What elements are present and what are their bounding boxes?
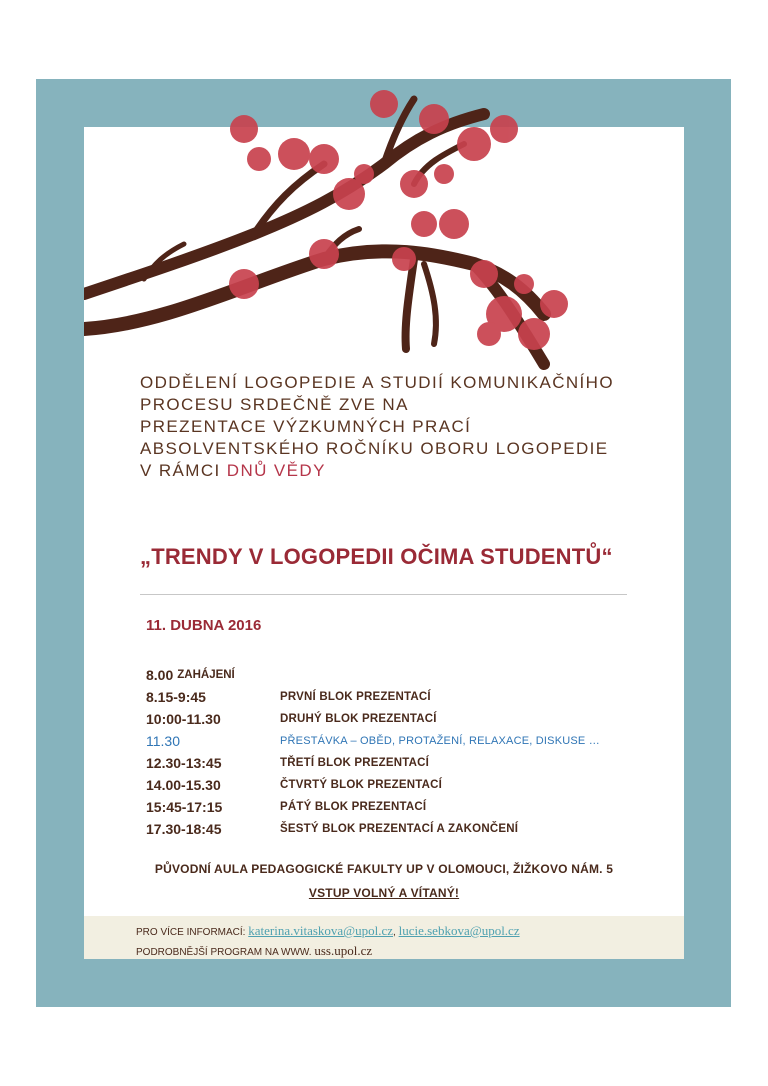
venue: PŮVODNÍ AULA PEDAGOGICKÉ FAKULTY UP V OLOMOUCI, ŽIŽKOVO NÁM. 5 xyxy=(154,862,614,876)
schedule-label: PRVNÍ BLOK PREZENTACÍ xyxy=(280,691,431,703)
schedule-row xyxy=(146,818,646,840)
schedule-label: ŠESTÝ BLOK PREZENTACÍ A ZAKONČENÍ xyxy=(280,823,519,835)
email-separator: , xyxy=(393,927,399,938)
schedule-time: 14.00-15.30 xyxy=(146,777,221,793)
schedule-row xyxy=(146,796,646,818)
schedule-time: 11.30 xyxy=(146,733,180,749)
schedule-label: PŘESTÁVKA – OBĚD, PROTAŽENÍ, RELAXACE, DISKUSE … xyxy=(280,735,600,747)
schedule-row-break xyxy=(146,730,646,752)
schedule-time: 15:45-17:15 xyxy=(146,799,223,815)
invitation-text xyxy=(140,372,660,482)
schedule-time: 8.00 xyxy=(146,667,174,683)
schedule-time: 10:00-11.30 xyxy=(146,711,221,727)
schedule-label: ZAHÁJENÍ xyxy=(177,669,235,681)
schedule-label: TŘETÍ BLOK PREZENTACÍ xyxy=(280,757,430,769)
schedule-time: 8.15-9:45 xyxy=(146,689,206,705)
program-line xyxy=(136,943,372,959)
schedule-row xyxy=(146,686,646,708)
intro-line-3: PREZENTACE VÝZKUMNÝCH PRACÍ xyxy=(140,417,472,436)
program-url[interactable]: uss.upol.cz xyxy=(314,943,373,958)
event-date: 11. DUBNA 2016 xyxy=(146,617,262,634)
schedule-time: 17.30-18:45 xyxy=(146,821,222,837)
info-label: PRO VÍCE INFORMACÍ: xyxy=(136,927,249,938)
program-label: PODROBNĚJŠÍ PROGRAM NA WWW. xyxy=(136,947,315,958)
intro-line-5 xyxy=(140,460,660,482)
schedule-label: ČTVRTÝ BLOK PREZENTACÍ xyxy=(280,779,442,791)
schedule-label: DRUHÝ BLOK PREZENTACÍ xyxy=(280,713,437,725)
email-link-sebkova[interactable]: lucie.sebkova@upol.cz xyxy=(398,923,520,938)
schedule-row xyxy=(146,774,646,796)
schedule-row xyxy=(146,664,646,686)
schedule-row xyxy=(146,752,646,774)
schedule-time: 12.30-13:45 xyxy=(146,755,222,771)
science-days-highlight: DNŮ VĚDY xyxy=(226,461,326,480)
schedule xyxy=(146,664,646,840)
title-divider xyxy=(140,594,627,595)
entry-note xyxy=(84,884,684,902)
schedule-row xyxy=(146,708,646,730)
email-link-vitaskova[interactable]: katerina.vitaskova@upol.cz xyxy=(248,923,394,938)
contact-footer xyxy=(84,916,684,959)
event-title: „TRENDY V LOGOPEDII OČIMA STUDENTŮ“ xyxy=(140,544,613,569)
intro-line-4: ABSOLVENTSKÉHO ROČNÍKU OBORU LOGOPEDIE xyxy=(140,439,609,458)
entry-text: VSTUP VOLNÝ A VÍTANÝ! xyxy=(308,886,460,900)
cherry-blossom-branch-illustration xyxy=(84,84,584,384)
intro-line-1: ODDĚLENÍ LOGOPEDIE A STUDIÍ KOMUNIKAČNÍHO xyxy=(140,373,614,392)
intro-line-5-prefix: V RÁMCI xyxy=(140,461,227,480)
contact-line xyxy=(136,923,520,939)
schedule-label: PÁTÝ BLOK PREZENTACÍ xyxy=(280,801,427,813)
intro-line-2: PROCESU SRDEČNĚ ZVE NA xyxy=(140,395,409,414)
